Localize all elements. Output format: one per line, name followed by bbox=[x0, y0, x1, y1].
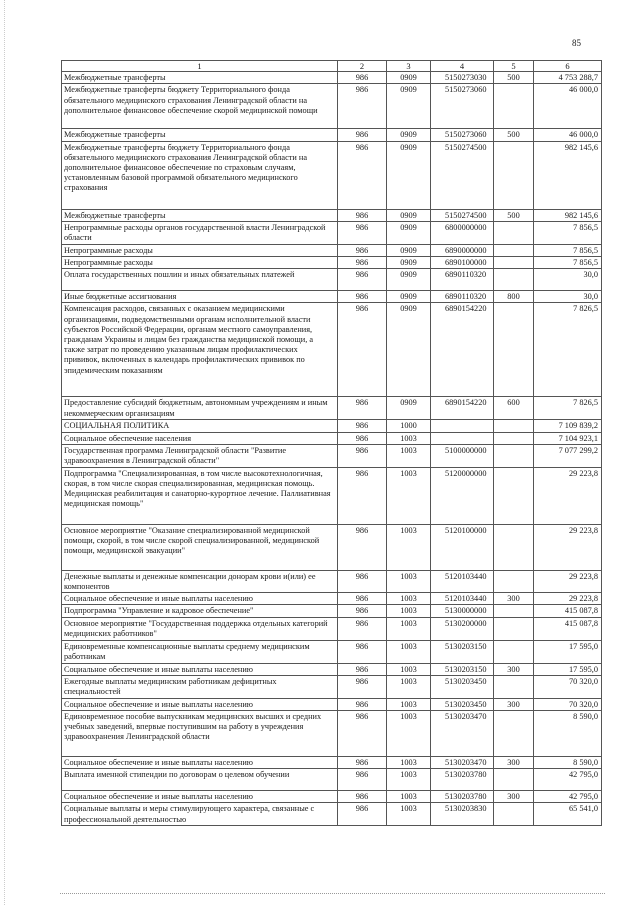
header-cell: 5 bbox=[494, 61, 534, 72]
expense-type-cell bbox=[494, 432, 534, 444]
item-name-cell: Основное мероприятие "Оказание специализированной медицинской помощи, скорой, в том числе скорой специализированной, медицинской помощи, медицинской эвакуации" bbox=[62, 524, 338, 570]
amount-cell: 7 104 923,1 bbox=[534, 432, 602, 444]
ministry-code-cell: 986 bbox=[338, 221, 387, 244]
target-article-cell: 5130203830 bbox=[431, 803, 494, 826]
section-code-cell: 0909 bbox=[387, 303, 431, 397]
amount-cell: 8 590,0 bbox=[534, 711, 602, 757]
table-row bbox=[62, 129, 602, 141]
ministry-code-cell: 986 bbox=[338, 617, 387, 640]
target-article-cell: 6890100000 bbox=[431, 257, 494, 269]
amount-cell: 7 826,5 bbox=[534, 397, 602, 420]
amount-cell: 29 223,8 bbox=[534, 467, 602, 524]
item-name-cell: Выплата именной стипендии по договорам о целевом обучении bbox=[62, 769, 338, 791]
budget-table bbox=[61, 60, 602, 826]
ministry-code-cell: 986 bbox=[338, 84, 387, 129]
section-code-cell: 1003 bbox=[387, 711, 431, 757]
target-article-cell: 5130203150 bbox=[431, 663, 494, 675]
table-row bbox=[62, 244, 602, 256]
item-name-cell: Денежные выплаты и денежные компенсации донорам крови и(или) ее компонентов bbox=[62, 570, 338, 592]
section-code-cell: 1003 bbox=[387, 803, 431, 826]
table-row bbox=[62, 791, 602, 803]
amount-cell: 7 856,5 bbox=[534, 244, 602, 256]
ministry-code-cell: 986 bbox=[338, 675, 387, 698]
item-name-cell: Непрограммные расходы bbox=[62, 257, 338, 269]
table-row bbox=[62, 605, 602, 617]
section-code-cell: 1003 bbox=[387, 757, 431, 769]
amount-cell: 17 595,0 bbox=[534, 663, 602, 675]
target-article-cell: 5130200000 bbox=[431, 617, 494, 640]
section-code-cell: 0909 bbox=[387, 141, 431, 209]
item-name-cell: Социальное обеспечение и иные выплаты населению bbox=[62, 663, 338, 675]
ministry-code-cell: 986 bbox=[338, 432, 387, 444]
target-article-cell: 5120103440 bbox=[431, 593, 494, 605]
header-cell: 6 bbox=[534, 61, 602, 72]
expense-type-cell: 600 bbox=[494, 397, 534, 420]
amount-cell: 30,0 bbox=[534, 269, 602, 291]
expense-type-cell: 300 bbox=[494, 593, 534, 605]
target-article-cell: 5120000000 bbox=[431, 467, 494, 524]
section-code-cell: 1003 bbox=[387, 640, 431, 663]
target-article-cell: 5130203150 bbox=[431, 640, 494, 663]
target-article-cell: 5150274500 bbox=[431, 209, 494, 221]
amount-cell: 982 145,6 bbox=[534, 141, 602, 209]
target-article-cell: 6890154220 bbox=[431, 303, 494, 397]
target-article-cell: 6890110320 bbox=[431, 269, 494, 291]
amount-cell: 70 320,0 bbox=[534, 675, 602, 698]
budget-table-body bbox=[62, 61, 602, 826]
target-article-cell: 5120100000 bbox=[431, 524, 494, 570]
expense-type-cell bbox=[494, 617, 534, 640]
target-article-cell: 5120103440 bbox=[431, 570, 494, 592]
section-code-cell: 1003 bbox=[387, 593, 431, 605]
section-code-cell: 0909 bbox=[387, 397, 431, 420]
section-code-cell: 0909 bbox=[387, 291, 431, 303]
item-name-cell: Государственная программа Ленинградской области "Развитие здравоохранения в Ленинградской области" bbox=[62, 444, 338, 467]
ministry-code-cell: 986 bbox=[338, 420, 387, 432]
amount-cell: 4 753 288,7 bbox=[534, 72, 602, 84]
table-row bbox=[62, 663, 602, 675]
section-code-cell: 1003 bbox=[387, 769, 431, 791]
section-code-cell: 1003 bbox=[387, 467, 431, 524]
ministry-code-cell: 986 bbox=[338, 467, 387, 524]
expense-type-cell bbox=[494, 244, 534, 256]
amount-cell: 982 145,6 bbox=[534, 209, 602, 221]
table-row bbox=[62, 209, 602, 221]
ministry-code-cell: 986 bbox=[338, 129, 387, 141]
target-article-cell: 5130203470 bbox=[431, 757, 494, 769]
item-name-cell: СОЦИАЛЬНАЯ ПОЛИТИКА bbox=[62, 420, 338, 432]
table-row bbox=[62, 432, 602, 444]
section-code-cell: 1003 bbox=[387, 791, 431, 803]
amount-cell: 17 595,0 bbox=[534, 640, 602, 663]
table-row bbox=[62, 84, 602, 129]
amount-cell: 65 541,0 bbox=[534, 803, 602, 826]
amount-cell: 7 856,5 bbox=[534, 221, 602, 244]
item-name-cell: Основное мероприятие "Государственная поддержка отдельных категорий медицинских работников" bbox=[62, 617, 338, 640]
item-name-cell: Социальное обеспечение и иные выплаты населению bbox=[62, 593, 338, 605]
amount-cell: 415 087,8 bbox=[534, 605, 602, 617]
table-row bbox=[62, 72, 602, 84]
item-name-cell: Межбюджетные трансферты bbox=[62, 209, 338, 221]
ministry-code-cell: 986 bbox=[338, 757, 387, 769]
table-row bbox=[62, 524, 602, 570]
expense-type-cell bbox=[494, 303, 534, 397]
section-code-cell: 0909 bbox=[387, 84, 431, 129]
table-row bbox=[62, 420, 602, 432]
item-name-cell: Оплата государственных пошлин и иных обязательных платежей bbox=[62, 269, 338, 291]
table-row bbox=[62, 141, 602, 209]
item-name-cell: Межбюджетные трансферты бюджету Территориального фонда обязательного медицинского страхования Ленинградской области на дополнительное финансовое обеспечение по страховым случаям, установленным базовой программой обязательного медицинского страхования bbox=[62, 141, 338, 209]
ministry-code-cell: 986 bbox=[338, 303, 387, 397]
amount-cell: 29 223,8 bbox=[534, 524, 602, 570]
amount-cell: 42 795,0 bbox=[534, 791, 602, 803]
item-name-cell: Подпрограмма "Специализированная, в том числе высокотехнологичная, скорая, в том числе скорая специализированная, медицинская помощь. Медицинская реабилитация и санаторно-курортное лечение. Паллиативная медицинская помощь" bbox=[62, 467, 338, 524]
table-row bbox=[62, 397, 602, 420]
table-row bbox=[62, 467, 602, 524]
expense-type-cell: 800 bbox=[494, 291, 534, 303]
expense-type-cell: 500 bbox=[494, 129, 534, 141]
expense-type-cell: 300 bbox=[494, 698, 534, 710]
amount-cell: 42 795,0 bbox=[534, 769, 602, 791]
target-article-cell bbox=[431, 420, 494, 432]
target-article-cell: 6890154220 bbox=[431, 397, 494, 420]
section-code-cell: 0909 bbox=[387, 129, 431, 141]
amount-cell: 29 223,8 bbox=[534, 570, 602, 592]
amount-cell: 7 077 299,2 bbox=[534, 444, 602, 467]
section-code-cell: 1003 bbox=[387, 675, 431, 698]
expense-type-cell bbox=[494, 141, 534, 209]
expense-type-cell bbox=[494, 269, 534, 291]
item-name-cell: Межбюджетные трансферты бюджету Территориального фонда обязательного медицинского страхования Ленинградской области на дополнительное финансовое обеспечение скорой медицинской помощи bbox=[62, 84, 338, 129]
expense-type-cell bbox=[494, 605, 534, 617]
section-code-cell: 0909 bbox=[387, 244, 431, 256]
ministry-code-cell: 986 bbox=[338, 141, 387, 209]
section-code-cell: 0909 bbox=[387, 209, 431, 221]
item-name-cell: Подпрограмма "Управление и кадровое обеспечение" bbox=[62, 605, 338, 617]
item-name-cell: Единовременные компенсационные выплаты среднему медицинским работникам bbox=[62, 640, 338, 663]
target-article-cell: 5130000000 bbox=[431, 605, 494, 617]
amount-cell: 70 320,0 bbox=[534, 698, 602, 710]
expense-type-cell: 300 bbox=[494, 757, 534, 769]
table-row bbox=[62, 803, 602, 826]
expense-type-cell bbox=[494, 769, 534, 791]
section-code-cell: 1003 bbox=[387, 524, 431, 570]
ministry-code-cell: 986 bbox=[338, 72, 387, 84]
ministry-code-cell: 986 bbox=[338, 791, 387, 803]
table-row bbox=[62, 269, 602, 291]
target-article-cell: 5150273060 bbox=[431, 84, 494, 129]
item-name-cell: Непрограммные расходы bbox=[62, 244, 338, 256]
ministry-code-cell: 986 bbox=[338, 209, 387, 221]
expense-type-cell bbox=[494, 803, 534, 826]
target-article-cell bbox=[431, 432, 494, 444]
page-number: 85 bbox=[572, 38, 581, 48]
ministry-code-cell: 986 bbox=[338, 769, 387, 791]
target-article-cell: 5150274500 bbox=[431, 141, 494, 209]
expense-type-cell: 300 bbox=[494, 663, 534, 675]
item-name-cell: Социальное обеспечение и иные выплаты населению bbox=[62, 757, 338, 769]
section-code-cell: 1003 bbox=[387, 432, 431, 444]
header-cell: 4 bbox=[431, 61, 494, 72]
section-code-cell: 1003 bbox=[387, 605, 431, 617]
table-row bbox=[62, 593, 602, 605]
section-code-cell: 0909 bbox=[387, 269, 431, 291]
section-code-cell: 0909 bbox=[387, 72, 431, 84]
target-article-cell: 5130203470 bbox=[431, 711, 494, 757]
expense-type-cell bbox=[494, 711, 534, 757]
target-article-cell: 6890000000 bbox=[431, 244, 494, 256]
item-name-cell: Социальные выплаты и меры стимулирующего характера, связанные с профессиональной деятельностью bbox=[62, 803, 338, 826]
amount-cell: 30,0 bbox=[534, 291, 602, 303]
ministry-code-cell: 986 bbox=[338, 570, 387, 592]
target-article-cell: 5130203780 bbox=[431, 769, 494, 791]
target-article-cell: 6890110320 bbox=[431, 291, 494, 303]
ministry-code-cell: 986 bbox=[338, 397, 387, 420]
ministry-code-cell: 986 bbox=[338, 803, 387, 826]
table-row bbox=[62, 698, 602, 710]
section-code-cell: 1003 bbox=[387, 617, 431, 640]
amount-cell: 7 826,5 bbox=[534, 303, 602, 397]
table-row bbox=[62, 769, 602, 791]
amount-cell: 29 223,8 bbox=[534, 593, 602, 605]
item-name-cell: Социальное обеспечение и иные выплаты населению bbox=[62, 698, 338, 710]
expense-type-cell bbox=[494, 257, 534, 269]
item-name-cell: Единовременное пособие выпускникам медицинских высших и средних учебных заведений, впервые поступившим на работу в учреждения здравоохранения Ленинградской области bbox=[62, 711, 338, 757]
table-row bbox=[62, 303, 602, 397]
item-name-cell: Иные бюджетные ассигнования bbox=[62, 291, 338, 303]
ministry-code-cell: 986 bbox=[338, 711, 387, 757]
expense-type-cell bbox=[494, 675, 534, 698]
target-article-cell: 5130203780 bbox=[431, 791, 494, 803]
amount-cell: 7 856,5 bbox=[534, 257, 602, 269]
target-article-cell: 5150273060 bbox=[431, 129, 494, 141]
table-row bbox=[62, 257, 602, 269]
amount-cell: 415 087,8 bbox=[534, 617, 602, 640]
ministry-code-cell: 986 bbox=[338, 605, 387, 617]
target-article-cell: 5100000000 bbox=[431, 444, 494, 467]
item-name-cell: Ежегодные выплаты медицинским работникам дефицитных специальностей bbox=[62, 675, 338, 698]
amount-cell: 46 000,0 bbox=[534, 129, 602, 141]
ministry-code-cell: 986 bbox=[338, 524, 387, 570]
table-row bbox=[62, 291, 602, 303]
section-code-cell: 0909 bbox=[387, 221, 431, 244]
section-code-cell: 1003 bbox=[387, 663, 431, 675]
header-cell: 2 bbox=[338, 61, 387, 72]
expense-type-cell: 500 bbox=[494, 209, 534, 221]
amount-cell: 46 000,0 bbox=[534, 84, 602, 129]
scan-edge bbox=[4, 0, 5, 905]
table-row bbox=[62, 221, 602, 244]
ministry-code-cell: 986 bbox=[338, 640, 387, 663]
expense-type-cell bbox=[494, 444, 534, 467]
expense-type-cell: 300 bbox=[494, 791, 534, 803]
item-name-cell: Компенсация расходов, связанных с оказанием медицинскими организациями, подведомственными органам исполнительной власти субъектов Российской Федерации, органам местного самоуправления, гражданам Украины и лицам без гражданства медицинской помощи, а также затрат по проведению указанным лицам профилактических прививок, включенных в календарь профилактических прививок по эпидемическим показаниям bbox=[62, 303, 338, 397]
expense-type-cell bbox=[494, 467, 534, 524]
ministry-code-cell: 986 bbox=[338, 663, 387, 675]
section-code-cell: 1003 bbox=[387, 570, 431, 592]
table-row bbox=[62, 640, 602, 663]
item-name-cell: Межбюджетные трансферты bbox=[62, 129, 338, 141]
item-name-cell: Непрограммные расходы органов государственной власти Ленинградской области bbox=[62, 221, 338, 244]
expense-type-cell bbox=[494, 524, 534, 570]
table-header-row bbox=[62, 61, 602, 72]
item-name-cell: Предоставление субсидий бюджетным, автономным учреждениям и иным некоммерческим организациям bbox=[62, 397, 338, 420]
ministry-code-cell: 986 bbox=[338, 257, 387, 269]
ministry-code-cell: 986 bbox=[338, 244, 387, 256]
table-row bbox=[62, 675, 602, 698]
header-cell: 1 bbox=[62, 61, 338, 72]
expense-type-cell bbox=[494, 570, 534, 592]
expense-type-cell bbox=[494, 84, 534, 129]
ministry-code-cell: 986 bbox=[338, 269, 387, 291]
amount-cell: 7 109 839,2 bbox=[534, 420, 602, 432]
expense-type-cell: 500 bbox=[494, 72, 534, 84]
ministry-code-cell: 986 bbox=[338, 698, 387, 710]
expense-type-cell bbox=[494, 221, 534, 244]
ministry-code-cell: 986 bbox=[338, 444, 387, 467]
section-code-cell: 1003 bbox=[387, 698, 431, 710]
table-row bbox=[62, 570, 602, 592]
section-code-cell: 1003 bbox=[387, 444, 431, 467]
scan-bottom-edge bbox=[60, 893, 605, 894]
table-row bbox=[62, 617, 602, 640]
table-row bbox=[62, 711, 602, 757]
section-code-cell: 0909 bbox=[387, 257, 431, 269]
item-name-cell: Социальное обеспечение населения bbox=[62, 432, 338, 444]
expense-type-cell bbox=[494, 640, 534, 663]
target-article-cell: 5150273030 bbox=[431, 72, 494, 84]
ministry-code-cell: 986 bbox=[338, 593, 387, 605]
item-name-cell: Социальное обеспечение и иные выплаты населению bbox=[62, 791, 338, 803]
item-name-cell: Межбюджетные трансферты bbox=[62, 72, 338, 84]
target-article-cell: 5130203450 bbox=[431, 698, 494, 710]
target-article-cell: 5130203450 bbox=[431, 675, 494, 698]
table-row bbox=[62, 444, 602, 467]
amount-cell: 8 590,0 bbox=[534, 757, 602, 769]
table-row bbox=[62, 757, 602, 769]
ministry-code-cell: 986 bbox=[338, 291, 387, 303]
section-code-cell: 1000 bbox=[387, 420, 431, 432]
target-article-cell: 6800000000 bbox=[431, 221, 494, 244]
header-cell: 3 bbox=[387, 61, 431, 72]
expense-type-cell bbox=[494, 420, 534, 432]
